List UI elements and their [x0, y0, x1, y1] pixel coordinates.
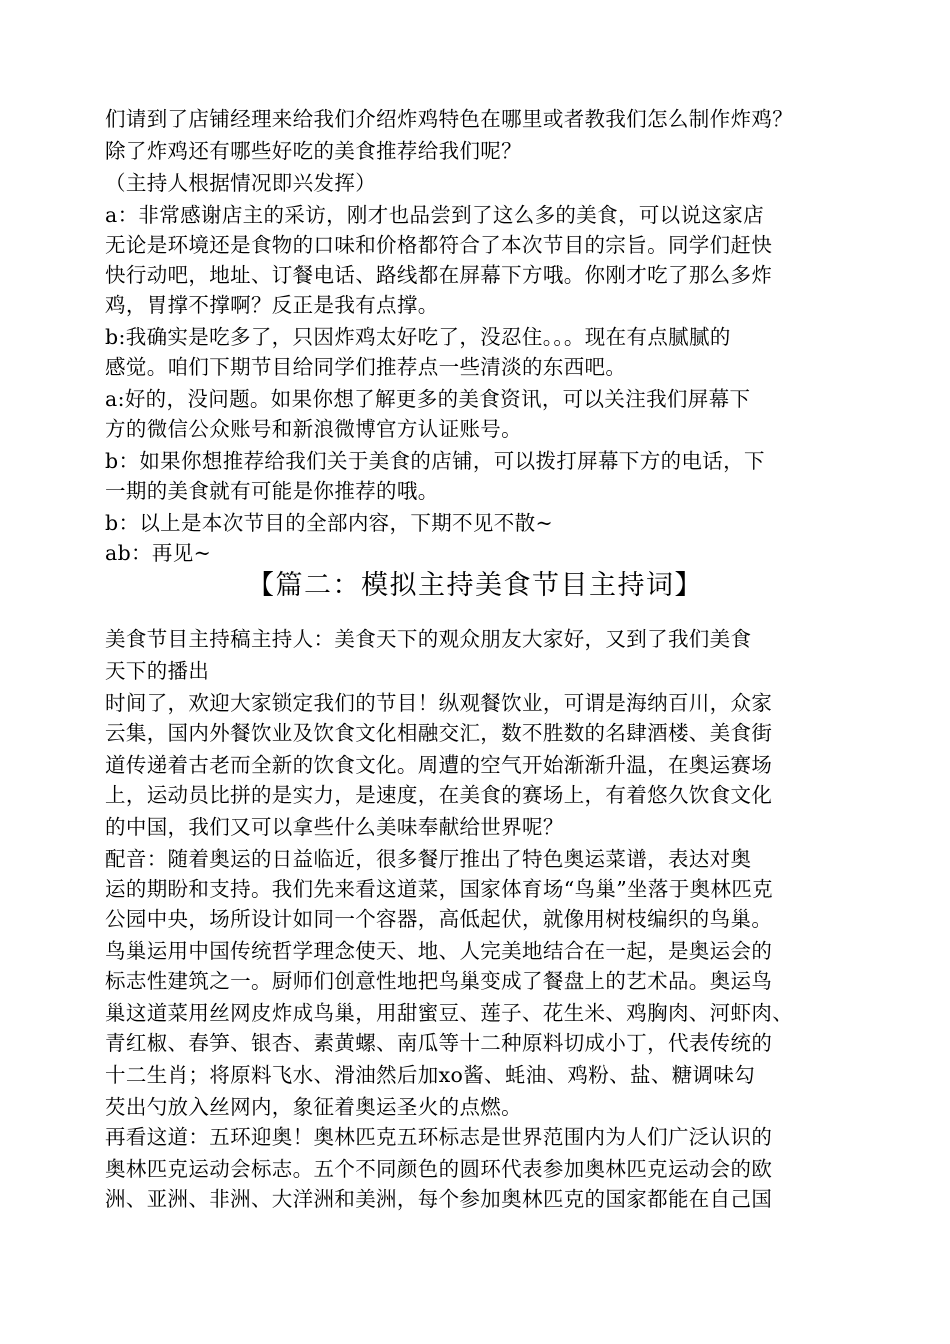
paragraph-line: 公园中央，场所设计如同一个容器，高低起伏，就像用树枝编织的鸟巢。: [105, 907, 773, 931]
paragraph-line: 巢这道菜用丝网皮炸成鸟巢，用甜蜜豆、莲子、花生米、鸡胸肉、河虾肉、: [105, 1001, 794, 1025]
paragraph-line: 道传递着古老而全新的饮食文化。周遭的空气开始渐渐升温，在奥运赛场: [105, 753, 773, 777]
paragraph-line: 青红椒、春笋、银杏、素黄螺、南瓜等十二种原料切成小丁，代表传统的: [105, 1031, 773, 1055]
paragraph-line: a：非常感谢店主的采访，刚才也品尝到了这么多的美食，可以说这家店: [105, 203, 764, 227]
paragraph-line: 十二生肖；将原料飞水、滑油然后加xo酱、蚝油、鸡粉、盐、糖调味勾: [105, 1063, 756, 1087]
paragraph-line: 鸟巢运用中国传统哲学理念使天、地、人完美地结合在一起，是奥运会的: [105, 939, 773, 963]
paragraph-line: b：以上是本次节目的全部内容，下期不见不散~: [105, 511, 553, 535]
paragraph-line: 再看这道：五环迎奥！奥林匹克五环标志是世界范围内为人们广泛认识的: [105, 1125, 773, 1149]
paragraph-line: 们请到了店铺经理来给我们介绍炸鸡特色在哪里或者教我们怎么制作炸鸡？: [105, 107, 794, 131]
paragraph-line: （主持人根据情况即兴发挥）: [105, 171, 377, 195]
paragraph-line: 运的期盼和支持。我们先来看这道菜，国家体育场“鸟巢”坐落于奥林匹克: [105, 877, 774, 901]
paragraph-line: 天下的播出: [105, 659, 210, 683]
paragraph-line: 无论是环境还是食物的口味和价格都符合了本次节目的宗旨。同学们赶快: [105, 233, 773, 257]
paragraph-line: 除了炸鸡还有哪些好吃的美食推荐给我们呢？: [105, 139, 522, 163]
paragraph-line: 奥林匹克运动会标志。五个不同颜色的圆环代表参加奥林匹克运动会的欧: [105, 1157, 773, 1181]
paragraph-line: 感觉。咱们下期节目给同学们推荐点一些清淡的东西吧。: [105, 355, 627, 379]
paragraph-line: 云集，国内外餐饮业及饮食文化相融交汇，数不胜数的名肆酒楼、美食街: [105, 721, 773, 745]
paragraph-line: 美食节目主持稿主持人：美食天下的观众朋友大家好，又到了我们美食: [105, 627, 752, 651]
paragraph-line: 上，运动员比拼的是实力，是速度，在美食的赛场上，有着悠久饮食文化: [105, 783, 773, 807]
section-heading: 【篇二：模拟主持美食节目主持词】: [247, 570, 703, 601]
paragraph-line: 鸡，胃撑不撑啊？反正是我有点撑。: [105, 293, 439, 317]
paragraph-line: b：如果你想推荐给我们关于美食的店铺，可以拨打屏幕下方的电话，下: [105, 449, 765, 473]
paragraph-line: ab：再见~: [105, 541, 212, 565]
paragraph-line: a:好的，没问题。如果你想了解更多的美食资讯，可以关注我们屏幕下: [105, 387, 751, 411]
paragraph-line: b:我确实是吃多了，只因炸鸡太好吃了，没忍住。。。现在有点腻腻的: [105, 325, 731, 349]
paragraph-line: 洲、亚洲、非洲、大洋洲和美洲，每个参加奥林匹克的国家都能在自己国: [105, 1187, 773, 1211]
paragraph-line: 方的微信公众账号和新浪微博官方认证账号。: [105, 417, 522, 441]
paragraph-line: 芡出勺放入丝网内，象征着奥运圣火的点燃。: [105, 1095, 522, 1119]
paragraph-line: 快行动吧，地址、订餐电话、路线都在屏幕下方哦。你刚才吃了那么多炸: [105, 263, 773, 287]
paragraph-line: 一期的美食就有可能是你推荐的哦。: [105, 479, 439, 503]
paragraph-line: 时间了，欢迎大家锁定我们的节目！纵观餐饮业，可谓是海纳百川，众家: [105, 691, 773, 715]
paragraph-line: 配音：随着奥运的日益临近，很多餐厅推出了特色奥运菜谱，表达对奥: [105, 847, 752, 871]
paragraph-line: 的中国，我们又可以拿些什么美味奉献给世界呢？: [105, 815, 564, 839]
paragraph-line: 标志性建筑之一。厨师们创意性地把鸟巢变成了餐盘上的艺术品。奥运鸟: [105, 969, 773, 993]
